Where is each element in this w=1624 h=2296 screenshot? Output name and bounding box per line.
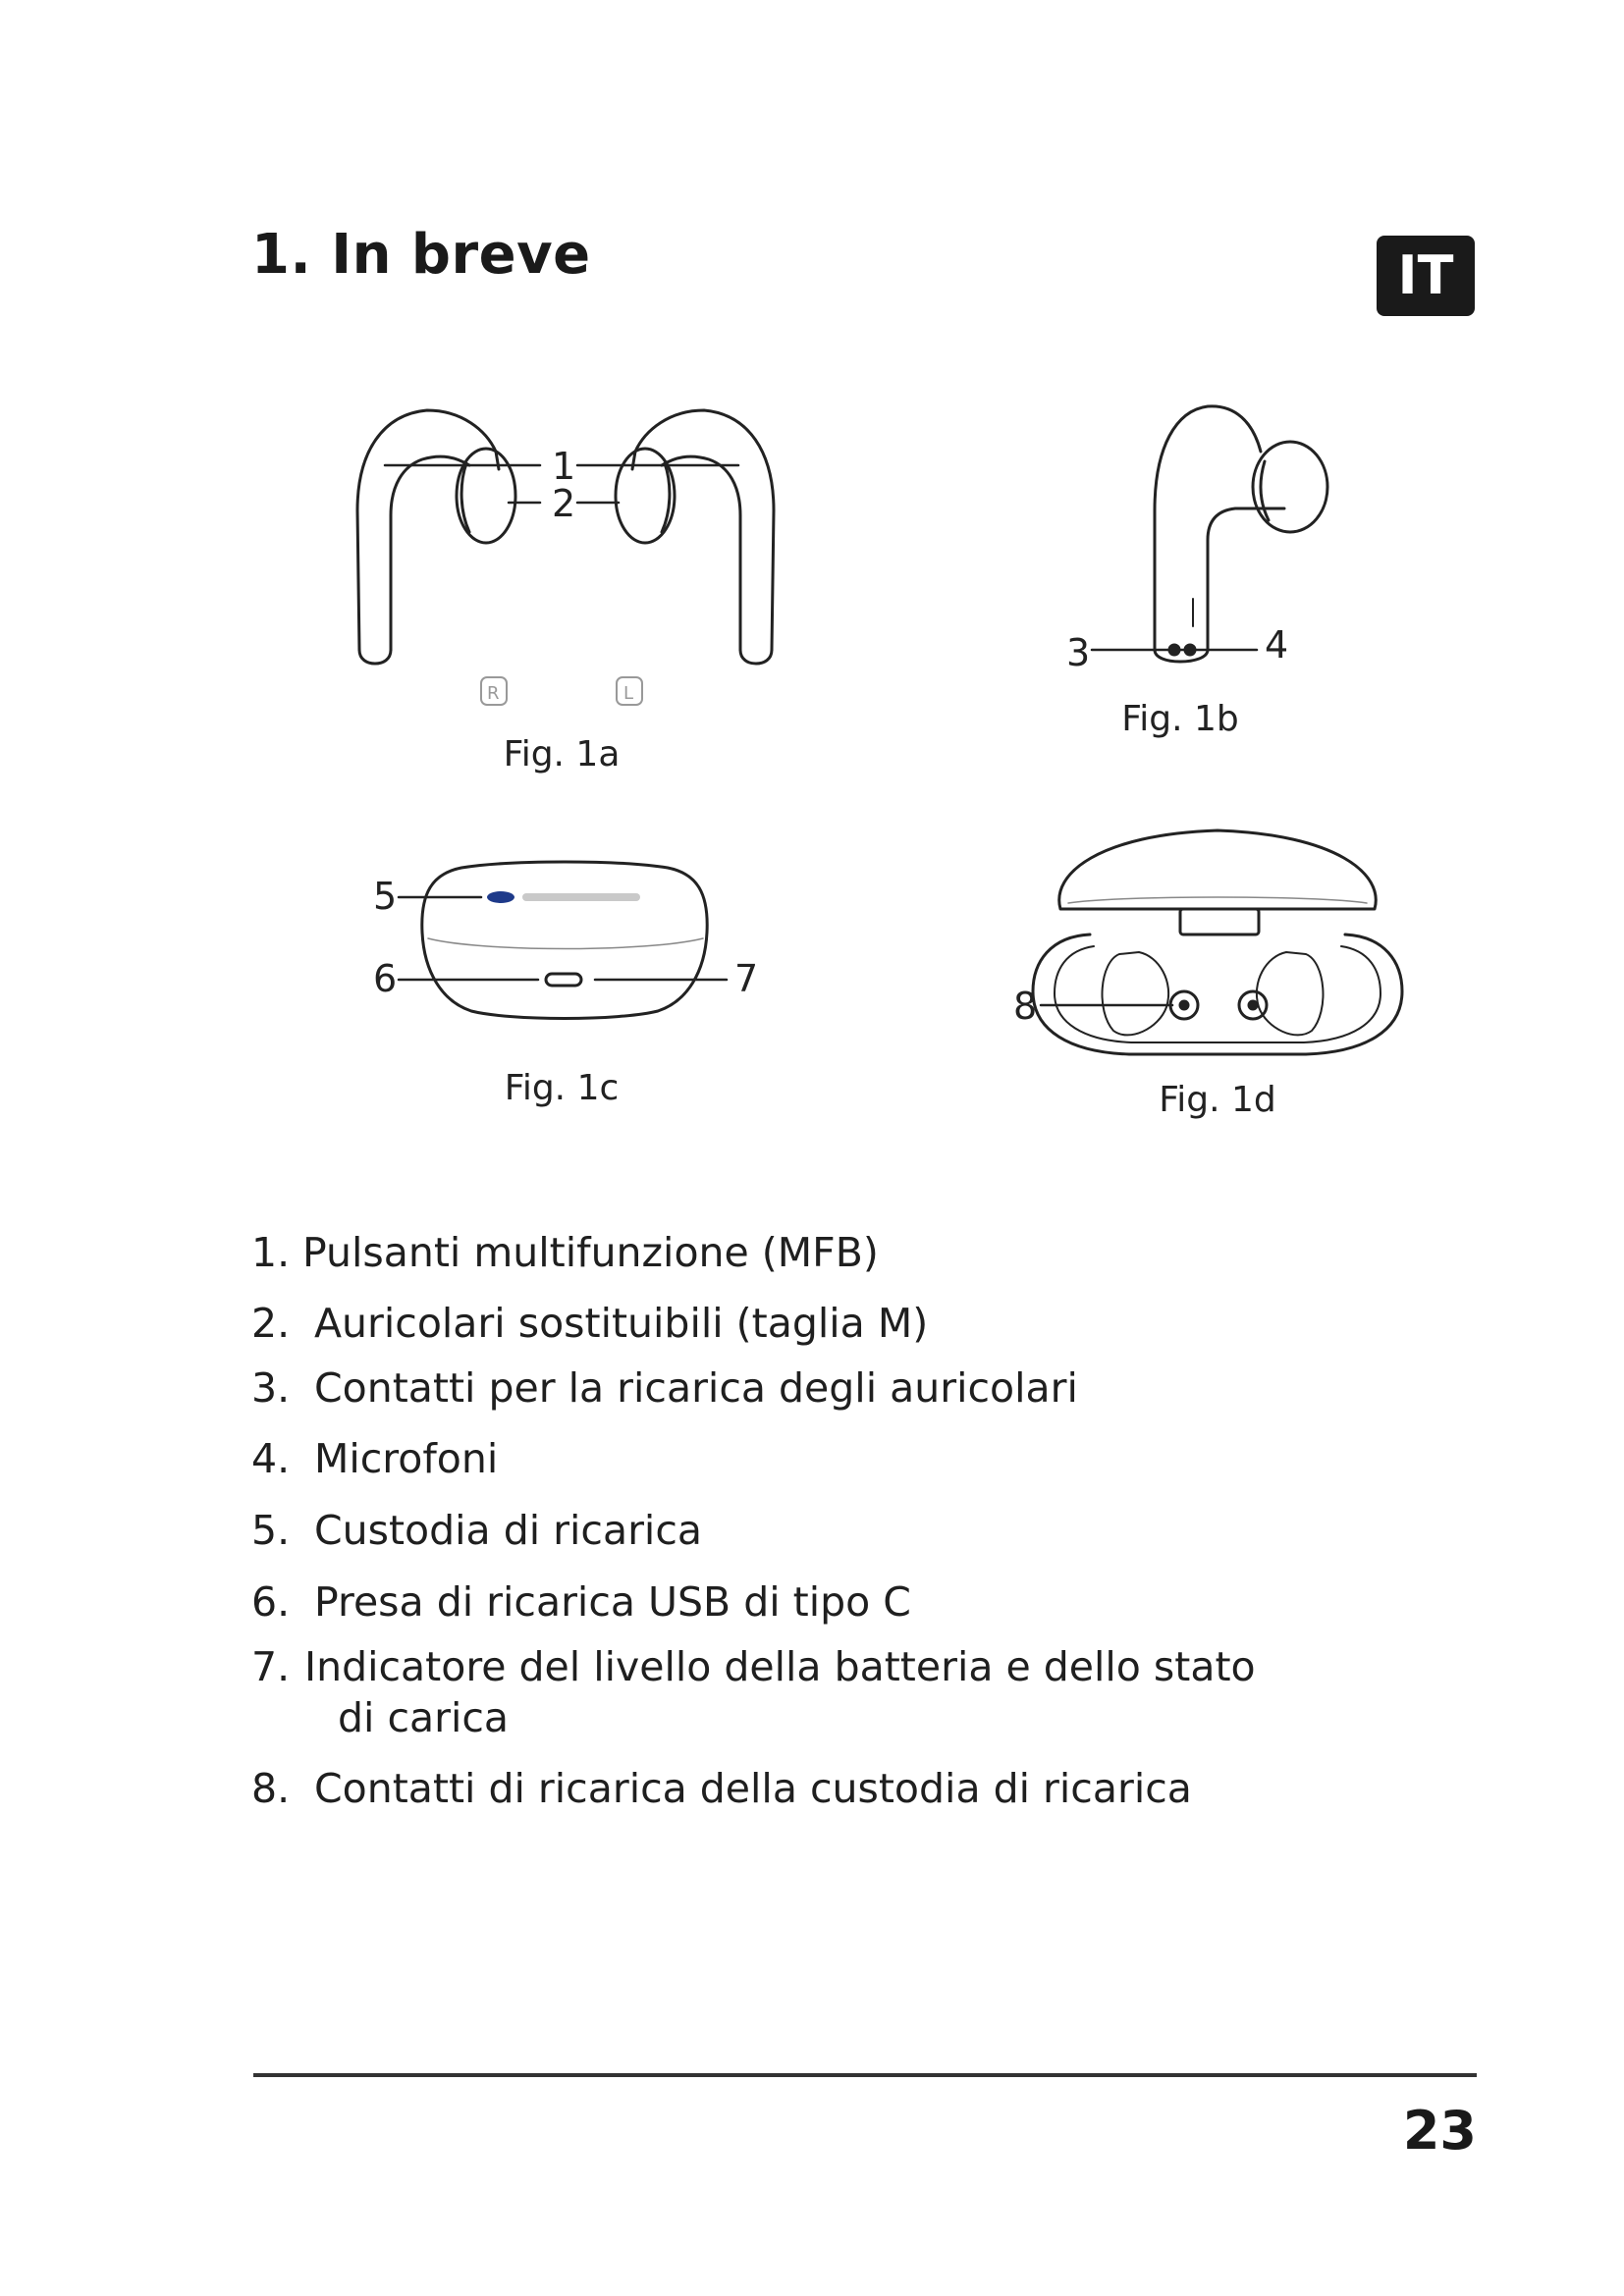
legend-item (251, 1763, 1192, 1814)
legend-item (251, 1298, 928, 1349)
legend-item (251, 1641, 1256, 1743)
earbud-left-outline (632, 410, 774, 650)
figure-1d (1011, 815, 1394, 1070)
legend-number: 1. (251, 1229, 291, 1276)
legend-item (251, 1576, 911, 1628)
callout-1: 1 (552, 445, 576, 488)
earbud-side-illustration (1060, 393, 1355, 677)
closed-case-illustration (373, 854, 766, 1031)
legend-text: Indicatore del livello della batteria e dello stato (304, 1643, 1256, 1690)
open-case-illustration (1011, 815, 1394, 1070)
legend-number: 2. (251, 1300, 291, 1347)
legend-text: Microfoni (314, 1435, 499, 1482)
legend-item (251, 1227, 879, 1278)
callout-6: 6 (373, 957, 398, 1000)
legend-number: 7. (251, 1643, 291, 1690)
legend-text: Presa di ricarica USB di tipo C (314, 1578, 911, 1626)
earbud-mark-r: R (487, 683, 500, 704)
callout-3: 3 (1066, 631, 1091, 674)
section-title: 1. In breve (251, 223, 591, 287)
figure-1a-caption: Fig. 1a (503, 734, 621, 774)
legend-text: Pulsanti multifunzione (MFB) (302, 1229, 879, 1276)
footer-divider (253, 2073, 1477, 2077)
legend-item (251, 1362, 1078, 1414)
legend-number: 5. (251, 1507, 291, 1554)
legend-item (251, 1505, 702, 1556)
legend-number: 6. (251, 1578, 291, 1626)
legend-text: Contatti per la ricarica degli auricolari (314, 1364, 1078, 1412)
legend-number: 3. (251, 1364, 291, 1412)
legend-text: Custodia di ricarica (314, 1507, 702, 1554)
callout-8: 8 (1013, 985, 1038, 1028)
earbuds-pair-illustration (334, 393, 805, 717)
earbud-right-outline (357, 410, 499, 650)
earbud-mark-l: L (623, 683, 634, 704)
figure-1c-caption: Fig. 1c (504, 1068, 620, 1108)
page-number: 23 (1402, 2100, 1477, 2162)
callout-2: 2 (552, 482, 576, 525)
figure-1b (1060, 393, 1355, 677)
language-badge: IT (1377, 236, 1475, 316)
callout-7: 7 (734, 957, 759, 1000)
legend-text: Contatti di ricarica della custodia di ricarica (314, 1765, 1192, 1812)
legend-text-continuation: di carica (338, 1694, 510, 1741)
callout-4: 4 (1265, 623, 1289, 667)
legend-number: 4. (251, 1435, 291, 1482)
legend-item (251, 1433, 498, 1484)
figure-1d-caption: Fig. 1d (1159, 1080, 1276, 1120)
legend-text: Auricolari sostituibili (taglia M) (314, 1300, 929, 1347)
ear-tip (1253, 442, 1327, 532)
legend-number: 8. (251, 1765, 291, 1812)
callout-5: 5 (373, 875, 398, 918)
figure-1c (373, 854, 766, 1031)
figure-1b-caption: Fig. 1b (1121, 699, 1239, 739)
figure-1a (334, 393, 805, 717)
